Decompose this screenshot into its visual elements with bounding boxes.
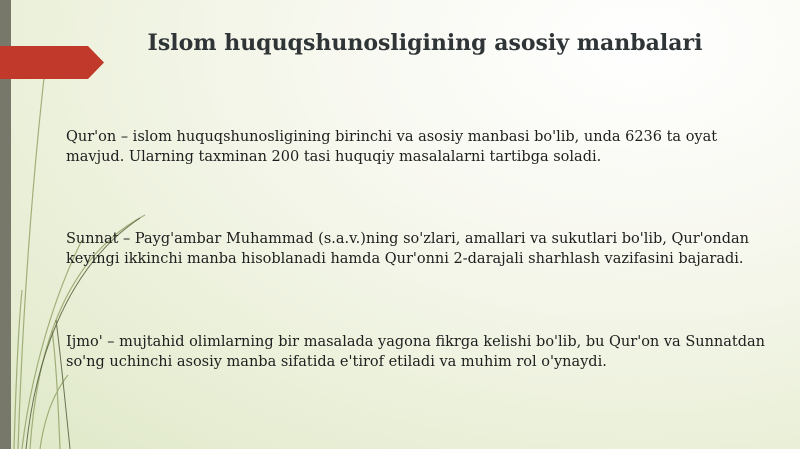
paragraph-quran <box>66 127 766 167</box>
red-arrow-banner-icon <box>0 46 104 79</box>
paragraph-line: Qur'on – islom huquqshunosligining birinchi va asosiy manbasi bo'lib, unda 6236 ta oyat <box>66 129 718 145</box>
paragraph-ijmo <box>66 332 766 372</box>
paragraph-line: so'ng uchinchi asosiy manba sifatida e'tirof etiladi va muhim rol o'ynaydi. <box>66 354 607 370</box>
paragraph-line: Sunnat – Payg'ambar Muhammad (s.a.v.)ning so'zlari, amallari va sukutlari bo'lib, Qur'ondan <box>66 231 749 247</box>
paragraph-line: Ijmo' – mujtahid olimlarning bir masalada yagona fikrga kelishi bo'lib, bu Qur'on va Sunnatdan <box>66 334 766 350</box>
paragraph-line: keyingi ikkinchi manba hisoblanadi hamda Qur'onni 2-darajali sharhlash vazifasini bajaradi. <box>66 251 744 267</box>
paragraph-line: mavjud. Ularning taxminan 200 tasi huquqiy masalalarni tartibga soladi. <box>66 149 602 165</box>
slide-title: Islom huquqshunosligining asosiy manbalari <box>147 30 703 56</box>
paragraph-sunnat <box>66 229 766 269</box>
